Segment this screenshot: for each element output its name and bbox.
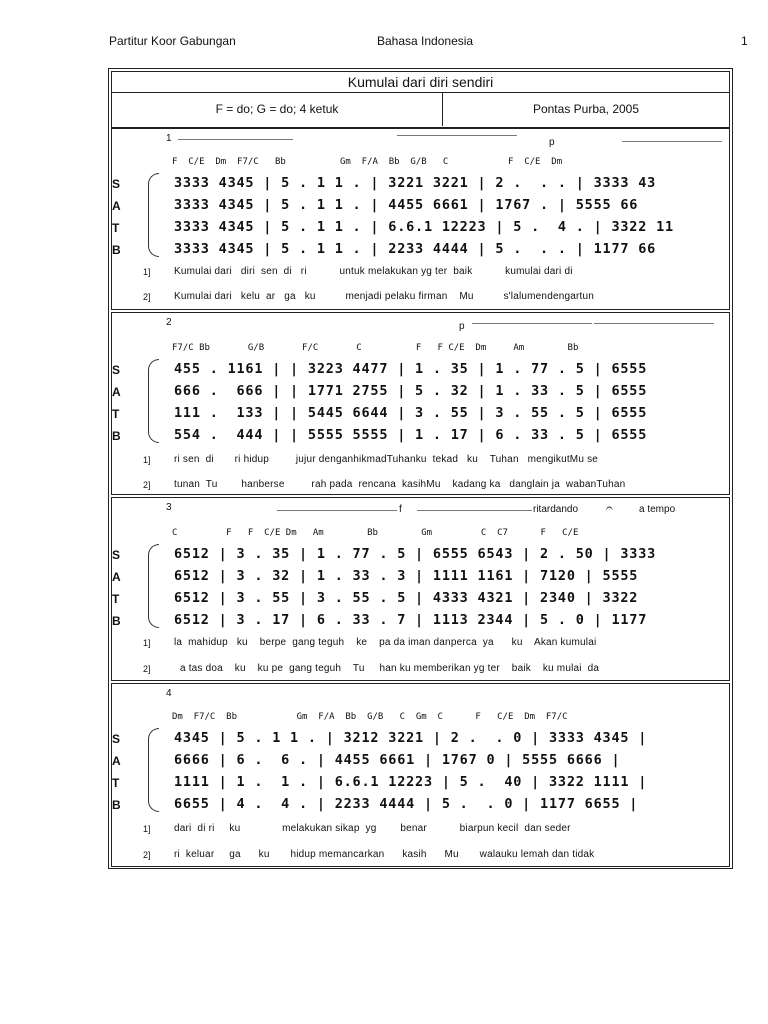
voice-label-b: B: [112, 798, 121, 812]
dynamic-hairpin: [622, 141, 722, 142]
verse-label: 2]: [143, 664, 151, 674]
system-4: [111, 683, 730, 867]
voice-label-t: T: [112, 221, 120, 235]
dynamic-hairpin: [472, 323, 592, 324]
system-number: 4: [166, 688, 172, 699]
verse-label: 1]: [143, 638, 151, 648]
voice-label-a: A: [112, 385, 121, 399]
chord-line: F7/C Bb G/B F/C C F F C/E Dm Am Bb: [172, 343, 579, 353]
lyrics-verse-2: a tas doa ku ku pe gang teguh Tu han ku memberikan yg ter baik ku mulai da: [174, 663, 600, 674]
composer: Pontas Purba, 2005: [532, 102, 640, 116]
voice-label-a: A: [112, 199, 121, 213]
verse-label: 2]: [143, 292, 151, 302]
choir-brace: [148, 728, 159, 812]
voice-label-a: A: [112, 754, 121, 768]
verse-label: 1]: [143, 455, 151, 465]
chord-line: C F F C/E Dm Am Bb Gm C C7 F C/E: [172, 528, 579, 538]
tenor-notes: 3333 4345 | 5 . 1 1 . | 6.6.1 12223 | 5 . 4 . | 3322 11: [174, 219, 674, 235]
dynamic-hairpin: [397, 135, 517, 136]
dynamic-mark: f: [399, 504, 402, 515]
dynamic-hairpin: [594, 323, 714, 324]
voice-label-t: T: [112, 776, 120, 790]
key-signature: F = do; G = do; 4 ketuk: [112, 93, 443, 126]
lyrics-verse-1: Kumulai dari diri sen di ri untuk melakukan yg ter baik kumulai dari di: [174, 266, 573, 277]
verse-label: 2]: [143, 850, 151, 860]
fermata-icon: 𝄐: [606, 501, 613, 515]
title-box: [111, 71, 730, 128]
voice-label-a: A: [112, 570, 121, 584]
alto-notes: 3333 4345 | 5 . 1 1 . | 4455 6661 | 1767 . | 5555 66: [174, 197, 639, 213]
choir-brace: [148, 359, 159, 443]
lyrics-verse-2: Kumulai dari kelu ar ga ku menjadi pelaku firman Mu s'lalumendengartun: [174, 291, 595, 302]
voice-label-b: B: [112, 429, 121, 443]
system-number: 2: [166, 317, 172, 328]
header-center: Bahasa Indonesia: [377, 34, 474, 48]
bass-notes: 3333 4345 | 5 . 1 1 . | 2233 4444 | 5 . . . | 1177 66: [174, 241, 657, 257]
bass-notes: 6655 | 4 . 4 . | 2233 4444 | 5 . . 0 | 1177 6655 |: [174, 796, 639, 812]
verse-label: 1]: [143, 267, 151, 277]
header-left: Partitur Koor Gabungan: [109, 34, 236, 48]
choir-brace: [148, 173, 159, 257]
bass-notes: 6512 | 3 . 17 | 6 . 33 . 7 | 1113 2344 | 5 . 0 | 1177: [174, 612, 648, 628]
system-number: 3: [166, 502, 172, 513]
lyrics-verse-1: ri sen di ri hidup jujur denganhikmadTuhanku tekad ku Tuhan mengikutMu se: [174, 454, 599, 465]
choir-brace: [148, 544, 159, 628]
verse-label: 2]: [143, 480, 151, 490]
voice-label-s: S: [112, 363, 121, 377]
page-number: 1: [741, 34, 748, 48]
system-number: 1: [166, 133, 172, 144]
tempo-mark-a-tempo: a tempo: [639, 504, 676, 515]
voice-label-t: T: [112, 407, 120, 421]
alto-notes: 6666 | 6 . 6 . | 4455 6661 | 1767 0 | 5555 6666 |: [174, 752, 621, 768]
alto-notes: 666 . 666 | | 1771 2755 | 5 . 32 | 1 . 33 . 5 | 6555: [174, 383, 648, 399]
verse-label: 1]: [143, 824, 151, 834]
tenor-notes: 1111 | 1 . 1 . | 6.6.1 12223 | 5 . 40 | 3322 1111 |: [174, 774, 648, 790]
dynamic-hairpin: [417, 510, 532, 511]
voice-label-s: S: [112, 177, 121, 191]
tempo-mark-ritardando: ritardando: [533, 504, 579, 515]
dynamic-hairpin: [178, 139, 293, 140]
chord-line: Dm F7/C Bb Gm F/A Bb G/B C Gm C F C/E Dm F7/C: [172, 712, 568, 722]
voice-label-t: T: [112, 592, 120, 606]
song-title: Kumulai dari diri sendiri: [112, 72, 729, 93]
soprano-notes: 6512 | 3 . 35 | 1 . 77 . 5 | 6555 6543 | 2 . 50 | 3333: [174, 546, 657, 562]
voice-label-b: B: [112, 614, 121, 628]
dynamic-hairpin: [277, 510, 397, 511]
voice-label-b: B: [112, 243, 121, 257]
soprano-notes: 455 . 1161 | | 3223 4477 | 1 . 35 | 1 . 77 . 5 | 6555: [174, 361, 648, 377]
soprano-notes: 3333 4345 | 5 . 1 1 . | 3221 3221 | 2 . . . | 3333 43: [174, 175, 657, 191]
lyrics-verse-1: la mahidup ku berpe gang teguh ke pa da iman danperca ya ku Akan kumulai: [174, 637, 597, 648]
tenor-notes: 111 . 133 | | 5445 6644 | 3 . 55 | 3 . 55 . 5 | 6555: [174, 405, 648, 421]
system-3: [111, 497, 730, 681]
alto-notes: 6512 | 3 . 32 | 1 . 33 . 3 | 1111 1161 | 7120 | 5555: [174, 568, 639, 584]
tenor-notes: 6512 | 3 . 55 | 3 . 55 . 5 | 4333 4321 | 2340 | 3322: [174, 590, 639, 606]
voice-label-s: S: [112, 548, 121, 562]
lyrics-verse-2: tunan Tu hanberse rah pada rencana kasihMu kadang ka danglain ja wabanTuhan: [174, 479, 626, 490]
voice-label-s: S: [112, 732, 121, 746]
soprano-notes: 4345 | 5 . 1 1 . | 3212 3221 | 2 . . 0 | 3333 4345 |: [174, 730, 648, 746]
bass-notes: 554 . 444 | | 5555 5555 | 1 . 17 | 6 . 33 . 5 | 6555: [174, 427, 648, 443]
chord-line: F C/E Dm F7/C Bb Gm F/A Bb G/B C F C/E Dm: [172, 157, 563, 167]
system-1: [111, 128, 730, 310]
dynamic-mark: p: [459, 321, 465, 332]
lyrics-verse-1: dari di ri ku melakukan sikap yg benar biarpun kecil dan seder: [174, 823, 571, 834]
dynamic-mark: p: [549, 137, 555, 148]
system-2: [111, 312, 730, 495]
lyrics-verse-2: ri keluar ga ku hidup memancarkan kasih Mu walauku lemah dan tidak: [174, 849, 595, 860]
